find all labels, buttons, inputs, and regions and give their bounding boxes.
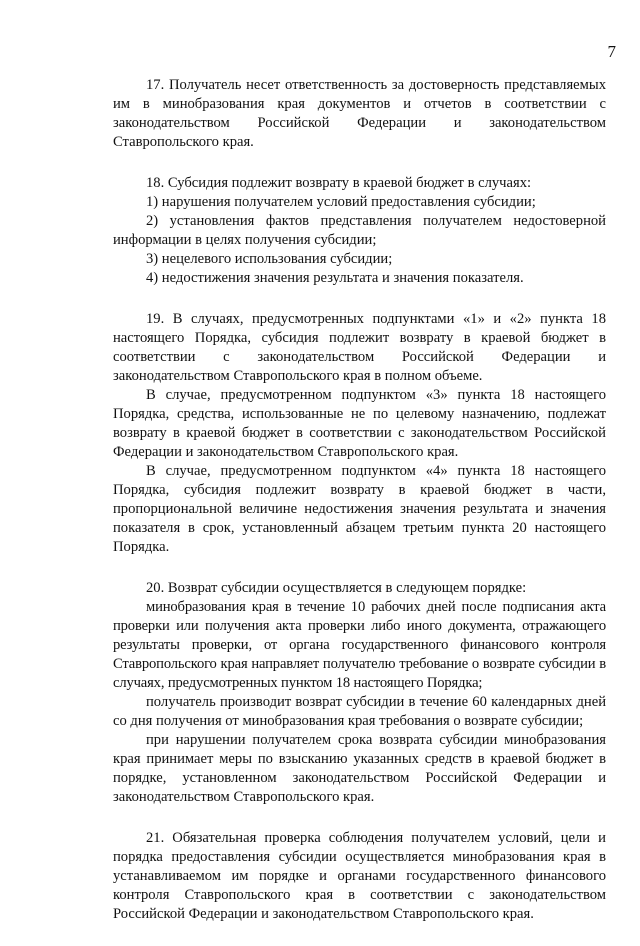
paragraph: получатель производит возврат субсидии в течение 60 календарных дней со дня получения от минобразования края требования о возврате субсидии; [113,694,606,729]
paragraph: 21. Обязательная проверка соблюдения получателем условий, цели и порядка предоставления субсидии осуществляется минобразования края в устанавливаемом им порядке и органами государственного финансового контроля Ставропольского края в соответствии с законодательством Российской Федерации и законодательством Ставропольского края. [113,830,606,922]
list-item: 3) нецелевого использования субсидии; [146,251,393,267]
paragraph: минобразования края в течение 10 рабочих дней после подписания акта проверки или получения акта проверки либо иного документа, отражающего результаты проверки, от органа государственного финансового контроля Ставропольского края направляет получателю требование о возврате субсидии в случаях, предусмотренных пунктом 18 настоящего Порядка; [113,599,606,691]
paragraph: 20. Возврат субсидии осуществляется в следующем порядке: [146,580,527,596]
paragraph: В случае, предусмотренном подпунктом «3» пункта 18 настоящего Порядка, средства, использованные не по целевому назначению, подлежат возврату в краевой бюджет в соответствии с законодательством Российской Федерации и законодательством Ставропольского края. [113,387,606,460]
page-number: 7 [607,42,616,61]
document-body [113,76,606,946]
paragraph: В случае, предусмотренном подпунктом «4» пункта 18 настоящего Порядка, субсидия подлежит возврату в краевой бюджет в части, пропорциональной величине недостижения значения результата и значения показателя в срок, установленный абзацем третьим пункта 20 настоящего Порядка. [113,463,606,555]
list-item: 2) установления фактов представления получателем недостоверной информации в целях получения субсидии; [113,213,606,248]
list-item: 4) недостижения значения результата и значения показателя. [146,270,524,286]
clause-20 [113,579,606,807]
clause-17 [113,76,606,152]
paragraph: 19. В случаях, предусмотренных подпунктами «1» и «2» пункта 18 настоящего Порядка, субсидия подлежит возврату в краевой бюджет в соответствии с законодательством Российской Федерации и законодательством Ставропольского края в полном объеме. [113,311,606,384]
clause-19 [113,310,606,557]
clause-21 [113,829,606,924]
clause-18 [113,174,606,288]
paragraph: 17. Получатель несет ответственность за достоверность представляемых им в минобразования края документов и отчетов в соответствии с законодательством Российской Федерации и законодательством Ставропольского края. [113,77,606,150]
paragraph: 18. Субсидия подлежит возврату в краевой бюджет в случаях: [146,175,532,191]
list-item: 1) нарушения получателем условий предоставления субсидии; [146,194,536,210]
paragraph: при нарушении получателем срока возврата субсидии минобразования края принимает меры по взысканию указанных средств в краевой бюджет в порядке, установленном законодательством Российской Федерации и законодательством Ставропольского края. [113,732,606,805]
